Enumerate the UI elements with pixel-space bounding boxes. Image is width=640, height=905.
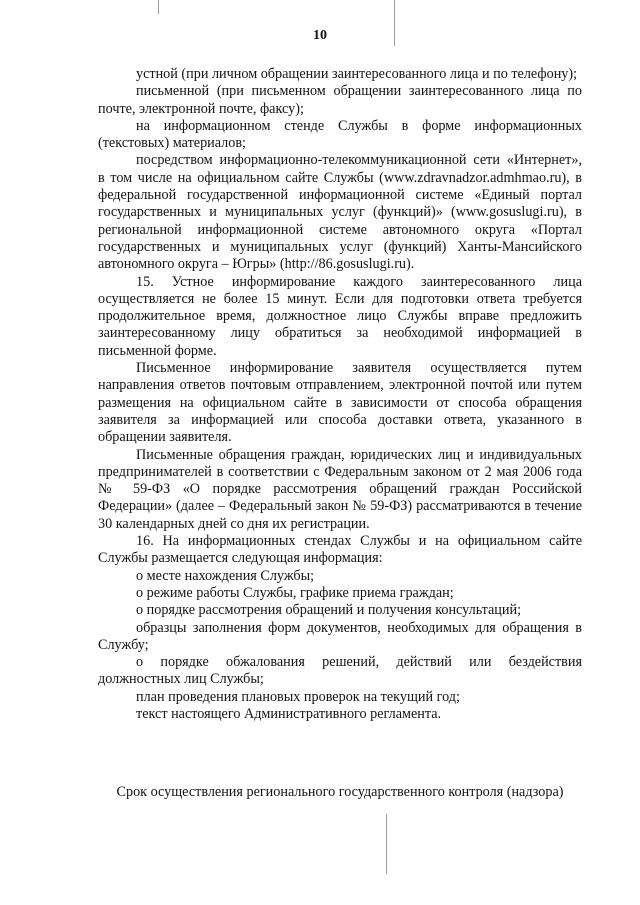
list-item: текст настоящего Административного регламента.: [136, 705, 442, 722]
paragraph: Письменные обращения граждан, юридических лиц и индивидуальных предпринимателей в соответствии с Федеральным законом от 2 мая 2006 года № 59-ФЗ «О порядке рассмотрения обращений граждан Российской Федерации» (далее – Федеральный закон № 59-ФЗ) рассматриваются в течение 30 календарных дней со дня их регистрации.: [98, 446, 582, 532]
page-number: 10: [313, 28, 327, 43]
paragraph: письменной (при письменном обращении заинтересованного лица по почте, электронной почте, факсу);: [98, 83, 582, 117]
list-item: о порядке рассмотрения обращений и получения консультаций;: [136, 602, 522, 619]
scan-artifact-bottom: [386, 814, 387, 874]
section-heading: Срок осуществления регионального государственного контроля (надзора): [116, 784, 564, 800]
list-item: образцы заполнения форм документов, необходимых для обращения в Службу;: [98, 619, 582, 653]
paragraph: Письменное информирование заявителя осуществляется путем направления ответов почтовым отправлением, электронной почтой или путем размещения на официальном сайте в зависимости от способа обращения заявителя за информацией или способа доставки ответа, указанного в обращении заявителя.: [98, 360, 582, 446]
paragraph: 16. На информационных стендах Службы и на официальном сайте Службы размещается следующая информация:: [98, 533, 582, 567]
list-item: о месте нахождения Службы;: [136, 567, 315, 584]
paragraph: посредством информационно-телекоммуникационной сети «Интернет», в том числе на официальном сайте Службы (www.zdravnadzor.admhmao.ru), в федеральной государственной информационной системе «Единый портал государственных и муниципальных услуг (функций)» (www.gosuslugi.ru), в региональной информационной системе автономного округа «Портал государственных и муниципальных услуг (функций) Ханты-Мансийского автономного округа – Югры» (http://86.gosuslugi.ru).: [98, 152, 582, 273]
list-item: о порядке обжалования решений, действий или бездействия должностных лиц Службы;: [98, 654, 582, 688]
list-item: план проведения плановых проверок на текущий год;: [136, 688, 460, 705]
paragraph: на информационном стенде Службы в форме информационных (текстовых) материалов;: [98, 117, 582, 152]
scan-artifact-top: [158, 0, 159, 14]
document-body: [98, 66, 582, 723]
paragraph: 15. Устное информирование каждого заинтересованного лица осуществляется не более 15 минут. Если для подготовки ответа требуется продолжительное время, должностное лицо Службы вправе предложить заинтересованному лицу обратиться за необходимой информацией в письменной форме.: [98, 273, 582, 359]
paragraph: устной (при личном обращении заинтересованного лица и по телефону);: [136, 66, 578, 82]
list-item: о режиме работы Службы, графике приема граждан;: [136, 584, 454, 601]
